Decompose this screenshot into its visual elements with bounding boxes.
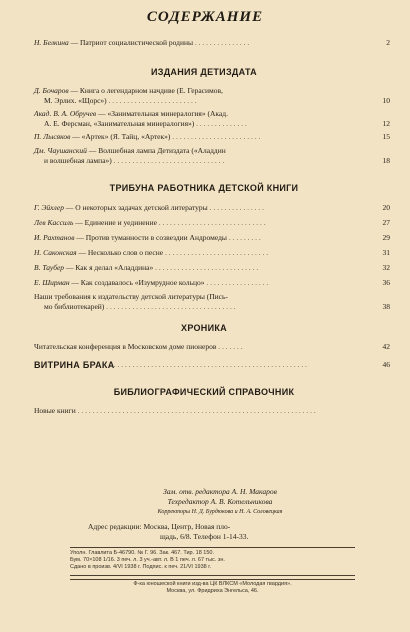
toc-entry-demands: Наши требования к издательству детской литературы (Пись- мо библиотекарей) . . . . . . . . . . . . . . . . . . . . . . . . . . . . . . . . . . . <box>34 292 236 311</box>
divider <box>70 547 355 548</box>
toc-entry-chronicle: Читательская конференция в Московском доме пионеров . . . . . . . <box>34 342 243 351</box>
double-divider <box>70 575 355 580</box>
dot-leader: . . . . . . . . . . . . . . . . . . . . . . . . . . . . . . . . . . . . . . . . . . . . . . . . . . . . . <box>110 360 307 369</box>
entry-page: 12 <box>382 119 390 128</box>
page-title: СОДЕРЖАНИЕ <box>146 9 264 25</box>
toc-entry: Д. Бочаров — Книга о легендарном начдиве (Е. Герасимов, М. Эрлих. «Щорс») . . . . . . . . . . . . . . . . . . . . . . . . <box>34 86 223 105</box>
toc-entry: Лев Кассиль — Единение и уединение . . . . . . . . . . . . . . . . . . . . . . . . . . . . . <box>34 218 266 227</box>
section-heading-chronicle: ХРОНИКА <box>181 323 227 333</box>
entry-author: Н. Белкина <box>34 38 69 47</box>
entry-page: 2 <box>386 38 390 47</box>
entry-title: — Патриот социалистической родины <box>68 38 194 47</box>
toc-entry: Г. Эйхлер — О некоторых задачах детской литературы . . . . . . . . . . . . . . . <box>34 203 264 212</box>
toc-entry: Дм. Чаушанский — Волшебная лампа Детиздата («Аладдин и волшебная лампа») . . . . . . . . . . . . . . . . . . . . . . . . . . . . . . <box>34 146 226 165</box>
section-heading-publications: ИЗДАНИЯ ДЕТИЗДАТА <box>151 67 257 77</box>
entry-page: 36 <box>382 278 390 287</box>
section-heading-bibliography: БИБЛИОГРАФИЧЕСКИЙ СПРАВОЧНИК <box>113 387 295 397</box>
entry-page: 46 <box>382 360 390 369</box>
entry-page: 31 <box>382 248 390 257</box>
editorial-credits: Зам. отв. редактора А. Н. Макаров Техредактор А. В. Котельникова Корректоры Н. Д. Бурдюкова и Н. А. Соловецкая <box>157 487 283 515</box>
toc-entry: П. Лысяков — «Артек» (Я. Тайц, «Артек») . . . . . . . . . . . . . . . . . . . . . . . . <box>34 132 261 141</box>
toc-entry: Н. Саконская — Несколько слов о песне . . . . . . . . . . . . . . . . . . . . . . . . . . . . <box>34 248 269 257</box>
toc-entry-intro: Н. Белкина — Патриот социалистической родины . . . . . . . . . . . . . . . <box>34 38 250 47</box>
section-heading-tribune: ТРИБУНА РАБОТНИКА ДЕТСКОЙ КНИГИ <box>109 183 299 193</box>
entry-page: 15 <box>382 132 390 141</box>
entry-page: 20 <box>382 203 390 212</box>
toc-entry: Е. Ширман — Как создавалось «Изумрудное кольцо» . . . . . . . . . . . . . . . . . <box>34 278 269 287</box>
editorial-address: Адрес редакции: Москва, Центр, Новая пло- щадь, 6/8. Телефон 1-14-33. <box>88 522 249 541</box>
entry-page: 42 <box>382 342 390 351</box>
entry-page: 27 <box>382 218 390 227</box>
entry-page: 38 <box>382 302 390 311</box>
print-imprint: Уполн. Главлита Б-46790. № Г. 96. Зак. 467. Тир. 18 150. Бум. 70×108 1/16. 3 печ. л. 3 уч.-авт. л. В 1 печ. л. 67 тыс. зн. Сдано в произв. 4/VI 1938 г. Подпис. к печ. 21/VI 1938 г. <box>70 550 225 570</box>
toc-entry: И. Рахтанов — Против туманности в созвездии Андромеды . . . . . . . . . <box>34 233 261 242</box>
toc-entry: Акад. В. А. Обручев — «Занимательная минералогия» (Акад. А. Е. Ферсман, «Занимательная минералогия») . . . . . . . . . . . . . . <box>34 109 247 128</box>
toc-entry-new-books: Новые книги . . . . . . . . . . . . . . . . . . . . . . . . . . . . . . . . . . . . . . . . . . . . . . . . . . . . . . . . . . . . . . . . <box>34 406 316 415</box>
toc-entry: В. Таубер — Как я делал «Аладдина» . . . . . . . . . . . . . . . . . . . . . . . . . . . . <box>34 263 259 272</box>
entry-page: 18 <box>382 156 390 165</box>
entry-page: 32 <box>382 263 390 272</box>
publisher-info: Ф-ка юношеской книги изд-ва ЦК ВЛКСМ «Молодая гвардия». Москва, ул. Фридриха Энгельса, 46. <box>133 581 292 594</box>
entry-page: 29 <box>382 233 390 242</box>
entry-page: 10 <box>382 96 390 105</box>
section-heading-defects: ВИТРИНА БРАКА <box>34 360 115 370</box>
